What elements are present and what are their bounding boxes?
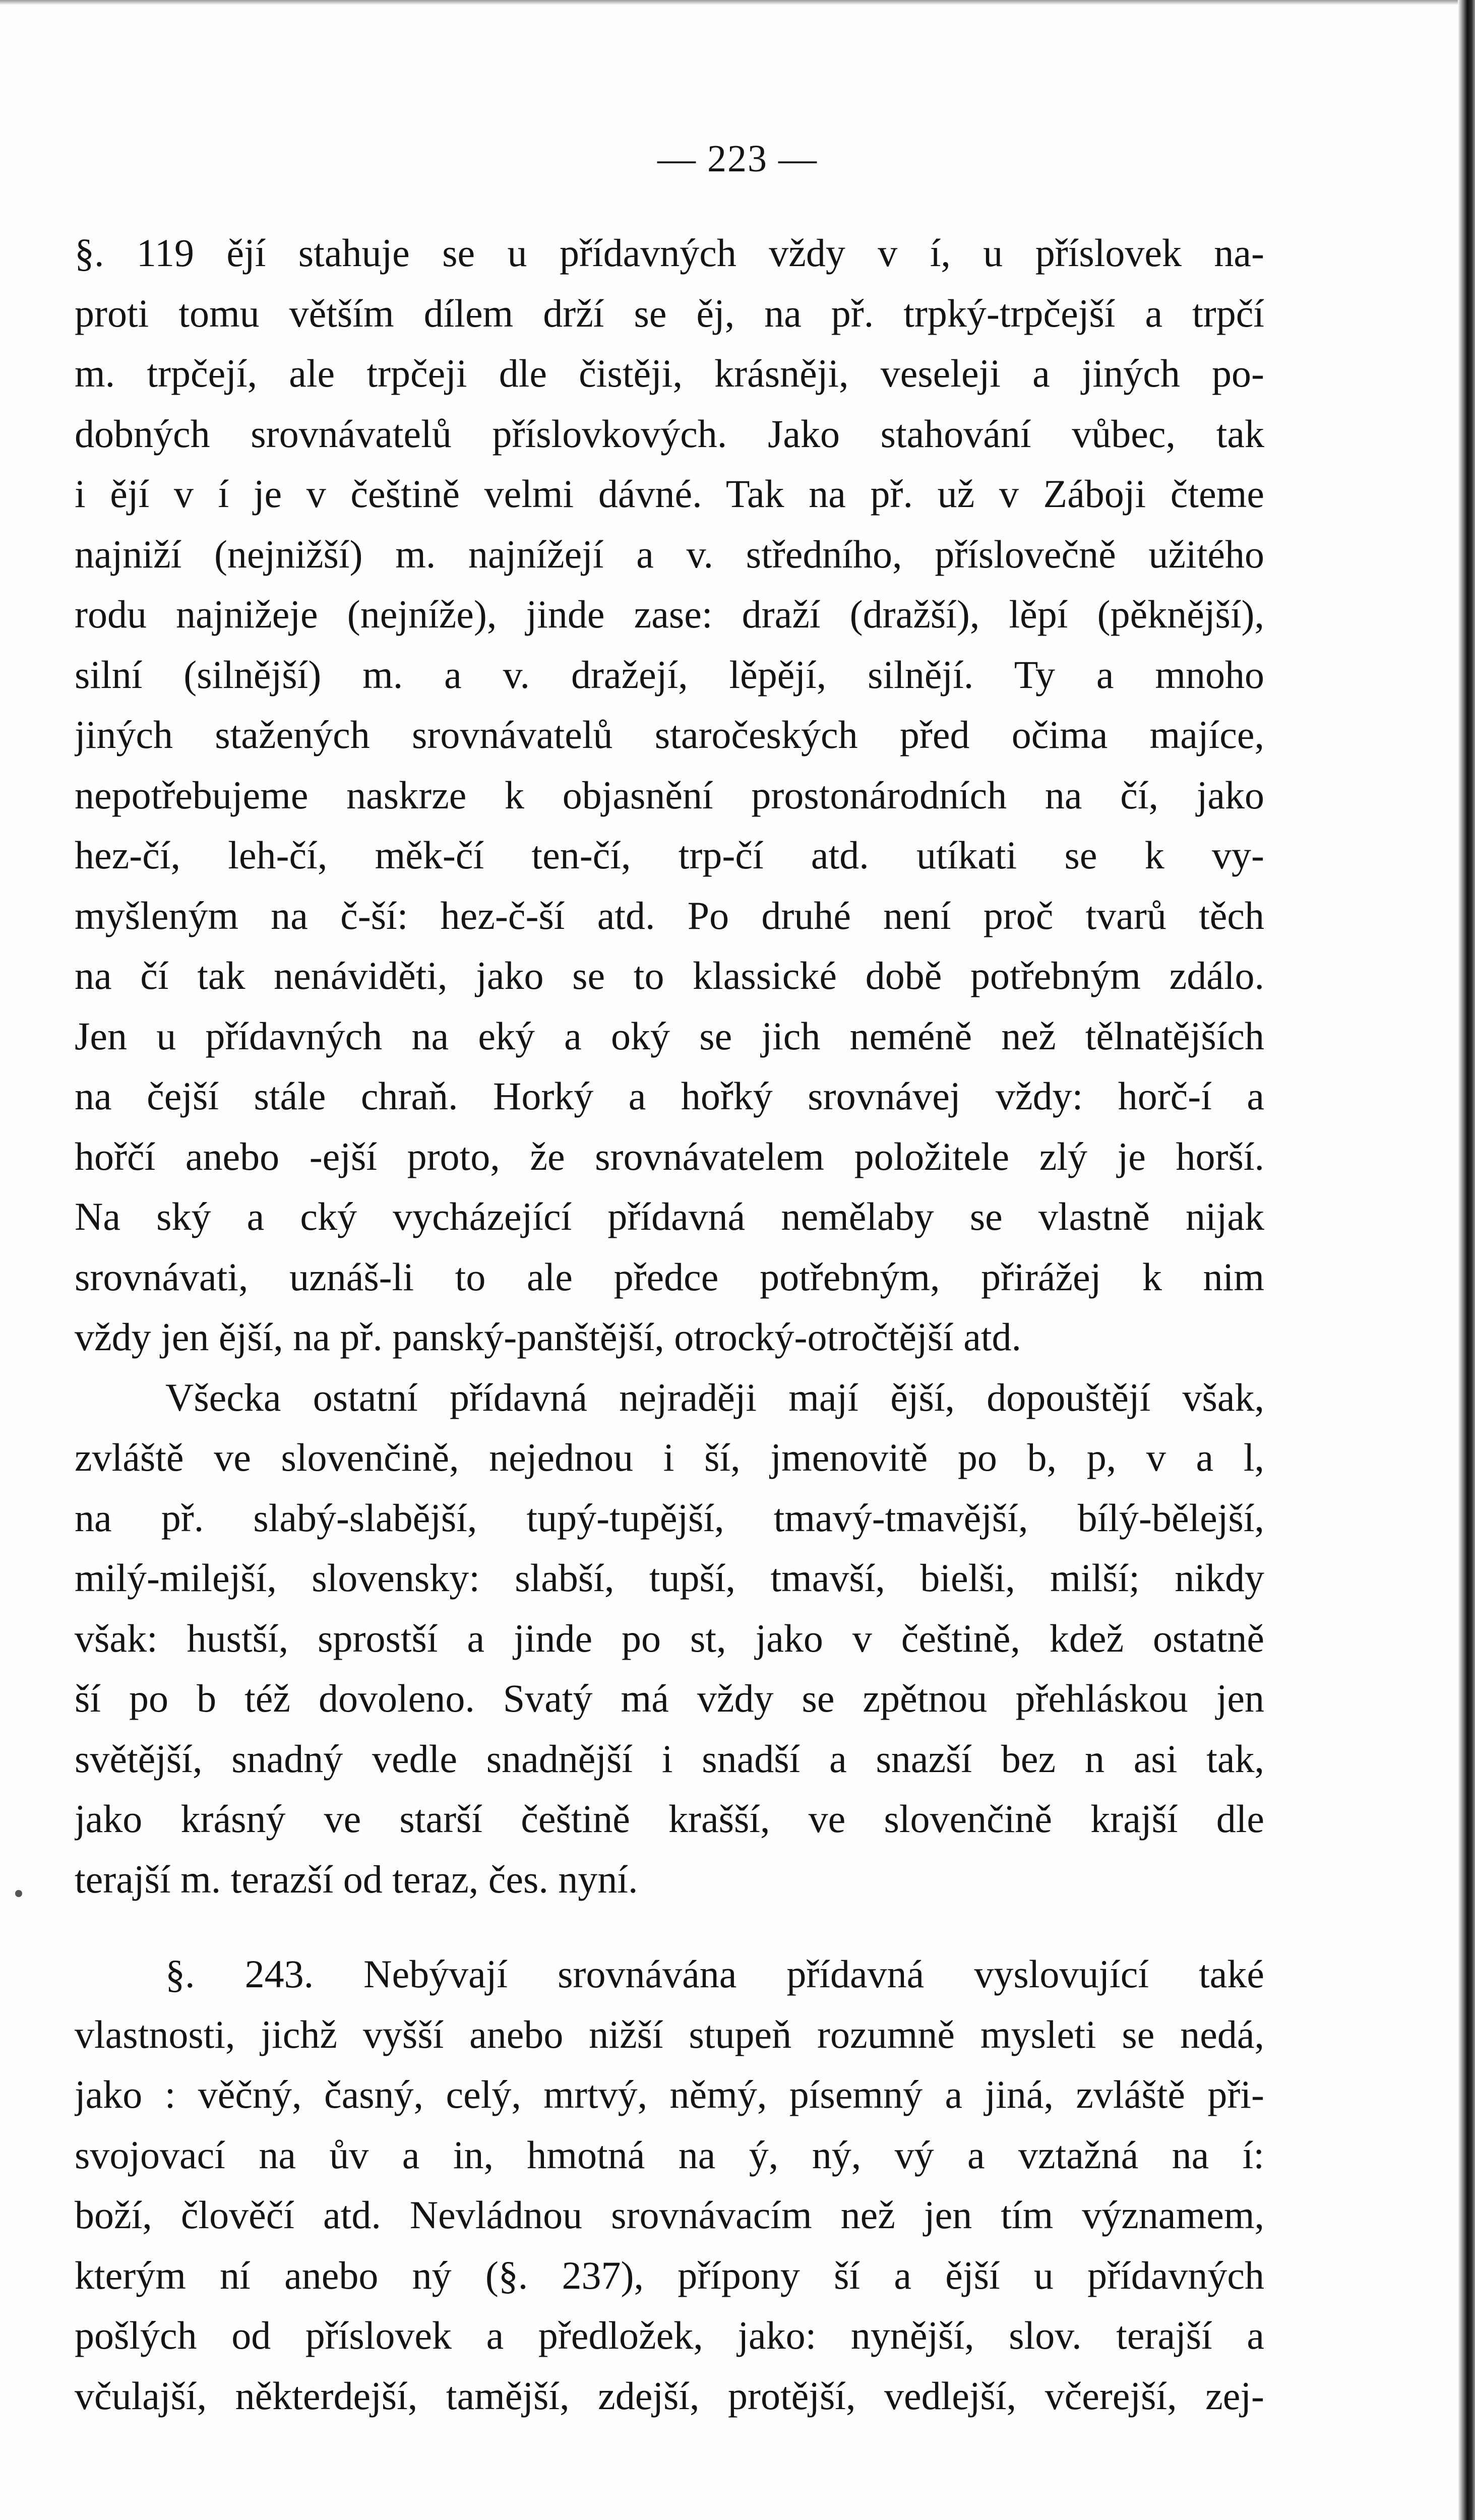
text-line: jako krásný ve starší češtině krašší, ve slovenčině krajší dle bbox=[75, 1797, 1264, 1841]
text-line: však: hustší, sprostší a jinde po st, jako v češtině, kdež ostatně bbox=[75, 1616, 1264, 1660]
text-line: §. 243. Nebývají srovnávána přídavná vyslovující také bbox=[165, 1952, 1264, 1996]
text-line: ší po b též dovoleno. Svatý má vždy se zpětnou přehláskou jen bbox=[75, 1676, 1264, 1720]
text-line: Jen u přídavných na eký a oký se jich neméně než tělnatějších bbox=[75, 1014, 1264, 1058]
text-line: včulajší, některdejší, tamější, zdejší, protější, vedlejší, včerejší, zej- bbox=[75, 2373, 1264, 2418]
text-line: na čejší stále chraň. Horký a hořký srovnávej vždy: horč-í a bbox=[75, 1074, 1264, 1118]
text-line: srovnávati, uznáš-li to ale předce potřebným, přirážej k nim bbox=[75, 1254, 1264, 1299]
text-line: na př. slabý-slabější, tupý-tupější, tmavý-tmavější, bílý-bělejší, bbox=[75, 1495, 1264, 1540]
text-line: boží, člověčí atd. Nevládnou srovnávacím než jen tím významem, bbox=[75, 2193, 1264, 2237]
text-block-section-119 bbox=[75, 223, 1264, 1909]
text-line: vždy jen ější, na př. panský-panštější, otrocký-otročtější atd. bbox=[75, 1315, 1022, 1359]
text-line: silní (silnější) m. a v. dražejí, lěpějí, silnějí. Ty a mnoho bbox=[75, 652, 1264, 697]
page-top-edge bbox=[0, 0, 1475, 5]
text-line: myšleným na č-ší: hez-č-ší atd. Po druhé není proč tvarů těch bbox=[75, 893, 1264, 937]
text-line: Všecka ostatní přídavná nejraději mají ější, dopouštějí však, bbox=[165, 1375, 1264, 1419]
text-line: kterým ní anebo ný (§. 237), přípony ší a ější u přídavných bbox=[75, 2253, 1264, 2297]
text-line: Na ský a cký vycházející přídavná nemělaby se vlastně nijak bbox=[75, 1194, 1264, 1238]
text-line: i ějí v í je v češtině velmi dávné. Tak na př. už v Záboji čteme bbox=[75, 472, 1264, 516]
text-line: hořčí anebo -ejší proto, že srovnávatelem položitele zlý je horší. bbox=[75, 1134, 1264, 1178]
margin-dot bbox=[15, 1890, 22, 1897]
text-line: §. 119 ějí stahuje se u přídavných vždy v í, u příslovek na- bbox=[75, 231, 1264, 275]
text-line: najniží (nejnižší) m. najnížejí a v. středního, příslovečně užitého bbox=[75, 532, 1264, 576]
text-line: proti tomu větším dílem drží se ěj, na př. trpký-trpčejší a trpčí bbox=[75, 291, 1264, 335]
text-line: vlastnosti, jichž vyšší anebo nižší stupeň rozumně mysleti se nedá, bbox=[75, 2012, 1264, 2056]
page-binding-edge bbox=[1458, 0, 1475, 2520]
text-line: dobných srovnávatelů příslovkových. Jako stahování vůbec, tak bbox=[75, 411, 1264, 456]
text-line: nepotřebujeme naskrze k objasnění prostonárodních na čí, jako bbox=[75, 773, 1264, 817]
text-line: rodu najnižeje (nejníže), jinde zase: draží (dražší), lěpí (pěknější), bbox=[75, 592, 1264, 636]
text-line: jako : věčný, časný, celý, mrtvý, němý, písemný a jiná, zvláště při- bbox=[75, 2072, 1264, 2116]
text-line: svojovací na ův a in, hmotná na ý, ný, vý a vztažná na í: bbox=[75, 2132, 1264, 2177]
text-line: jiných stažených srovnávatelů staročeských před očima majíce, bbox=[75, 713, 1264, 757]
text-line: světější, snadný vedle snadnější i snadší a snazší bez n asi tak, bbox=[75, 1736, 1264, 1781]
text-block-section-243 bbox=[75, 1944, 1264, 2426]
text-line: zvláště ve slovenčině, nejednou i ší, jmenovitě po b, p, v a l, bbox=[75, 1435, 1264, 1479]
text-line: terajší m. terazší od teraz, čes. nyní. bbox=[75, 1857, 638, 1901]
text-line: hez-čí, leh-čí, měk-čí ten-čí, trp-čí atd. utíkati se k vy- bbox=[75, 833, 1264, 877]
text-line: pošlých od příslovek a předložek, jako: nynější, slov. terajší a bbox=[75, 2313, 1264, 2357]
text-line: milý-milejší, slovensky: slabší, tupší, tmavší, bielši, milší; nikdy bbox=[75, 1556, 1264, 1600]
text-line: na čí tak nenáviděti, jako se to klassické době potřebným zdálo. bbox=[75, 954, 1264, 997]
text-line: m. trpčejí, ale trpčeji dle čistěji, krásněji, veseleji a jiných po- bbox=[75, 351, 1264, 395]
page-number: — 223 — bbox=[657, 138, 818, 180]
